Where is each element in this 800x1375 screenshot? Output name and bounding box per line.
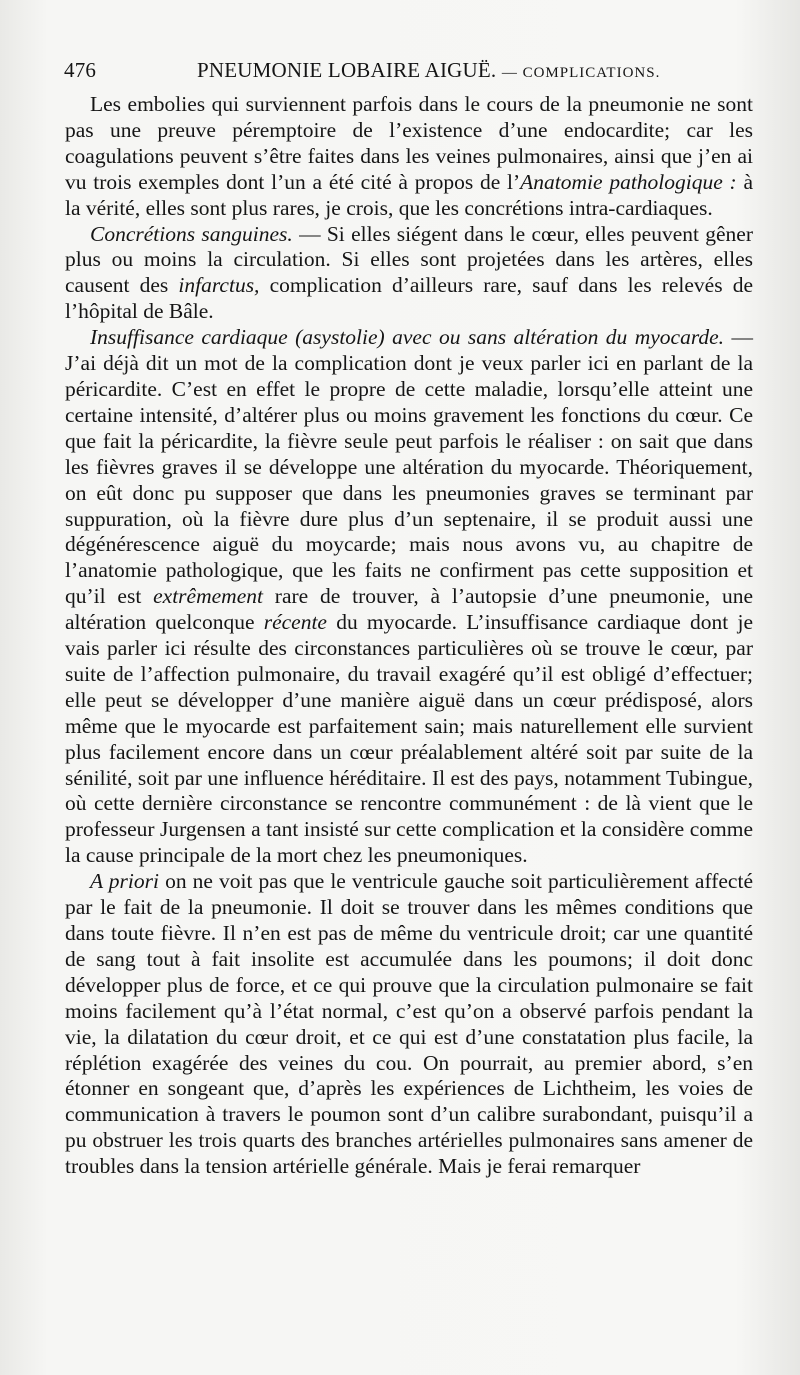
body-text [65, 92, 753, 1180]
paragraph-text: à la vérité, elles sont plus rares, je crois, que les concrétions intra-cardiaques. [65, 169, 753, 220]
italic-phrase: Anatomie pathologique : [520, 169, 737, 194]
paragraph-insuffisance [65, 325, 753, 869]
section-heading: Insuffisance cardiaque (asystolie) avec ou sans altération du myocarde. [90, 325, 725, 350]
header-title: PNEUMONIE LOBAIRE AIGUË. [197, 58, 497, 82]
paragraph-text: Les embolies qui surviennent parfois dans le cours de la pneumonie ne sont pas une preuve péremptoire de l’existence d’une endocardite; car les coagulations peuvent s’être faites dans les veines pulmonaires, ainsi que j’en ai vu trois exemples dont l’un a été cité à propos de l’ [65, 92, 753, 194]
paragraph-text: du myocarde. L’insuffisance cardiaque dont je vais parler ici résulte des circonstances particulières où se trouve le cœur, par suite de l’affection pulmonaire, du travail exagéré qu’il est obligé d’effectuer; elle peut se développer d’une manière aiguë dans un cœur prédisposé, alors même que le myocarde est parfaitement sain; mais naturellement elle survient plus facilement encore dans un cœur préalablement altéré soit par suite de la sénilité, soit par une influence héréditaire. Il est des pays, notamment Tubingue, où cette dernière circonstance se rencontre communément : de là vient que le professeur Jurgensen a tant insisté sur cette complication et la considère comme la cause principale de la mort chez les pneumoniques. [65, 610, 753, 868]
section-heading: Concrétions sanguines. [90, 221, 293, 246]
section-heading: A priori [90, 869, 159, 894]
paragraph-text: on ne voit pas que le ventricule gauche soit particulièrement affecté par le fait de la pneumonie. Il doit se trouver dans les mêmes conditions que dans toute fièvre. Il n’en est pas de même du ventricule droit; car une quantité de sang tout à fait insolite est accumulée dans les poumons; il doit donc développer plus de force, et ce qui prouve que la circulation pulmonaire se fait moins facilement qu’à l’état normal, c’est qu’on a observé parfois pendant la vie, la dilatation du cœur droit, et ce qui est d’une constatation plus facile, la réplétion exagérée des veines du cou. On pourrait, au premier abord, s’en étonner en songeant que, d’après les expériences de Lichtheim, les voies de communication à travers le poumon sont d’un calibre surabondant, puisqu’il a pu obstruer les trois quarts des branches artérielles pulmonaires sans amener de troubles dans la tension artérielle générale. Mais je ferai remarquer [65, 869, 753, 1179]
paragraph-text: rare de trouver, à l’autopsie d’une pneumonie, une altération quelconque [65, 584, 753, 635]
paragraph-text: — Si elles siégent dans le cœur, elles peuvent gêner plus ou moins la circulation. Si elles sont projetées dans les artères, elles causent des [65, 221, 754, 298]
paragraph-concretions [65, 222, 753, 326]
header-subtitle: — COMPLICATIONS. [501, 65, 661, 81]
paragraph-text: complication d’ailleurs rare, sauf dans les relevés de l’hôpital de Bâle. [65, 273, 753, 324]
paragraph-a-priori [65, 869, 753, 1180]
running-header [64, 58, 744, 84]
running-title [197, 58, 660, 83]
italic-phrase: infarctus, [178, 273, 260, 298]
italic-phrase: récente [263, 610, 327, 635]
italic-phrase: extrêmement [153, 584, 263, 609]
page-number: 476 [64, 58, 97, 82]
paragraph-text: — J’ai déjà dit un mot de la complication dont je veux parler ici en parlant de la péricardite. C’est en effet le propre de cette maladie, lorsqu’elle atteint une certaine intensité, d’altérer plus ou moins gravement les fonctions du cœur. Ce que fait la péricardite, la fièvre seule peut parfois le réaliser : on sait que dans les fièvres graves il se développe une altération du myocarde. Théoriquement, on eût donc pu supposer que dans les pneumonies graves se terminant par suppuration, où la fièvre dure plus d’un septenaire, il se produit aussi une dégénérescence aiguë du moycarde; mais nous avons vu, au chapitre de l’anatomie pathologique, que les faits ne confirment pas cette supposition et qu’il est [65, 325, 753, 609]
paragraph-embolies [65, 92, 753, 222]
